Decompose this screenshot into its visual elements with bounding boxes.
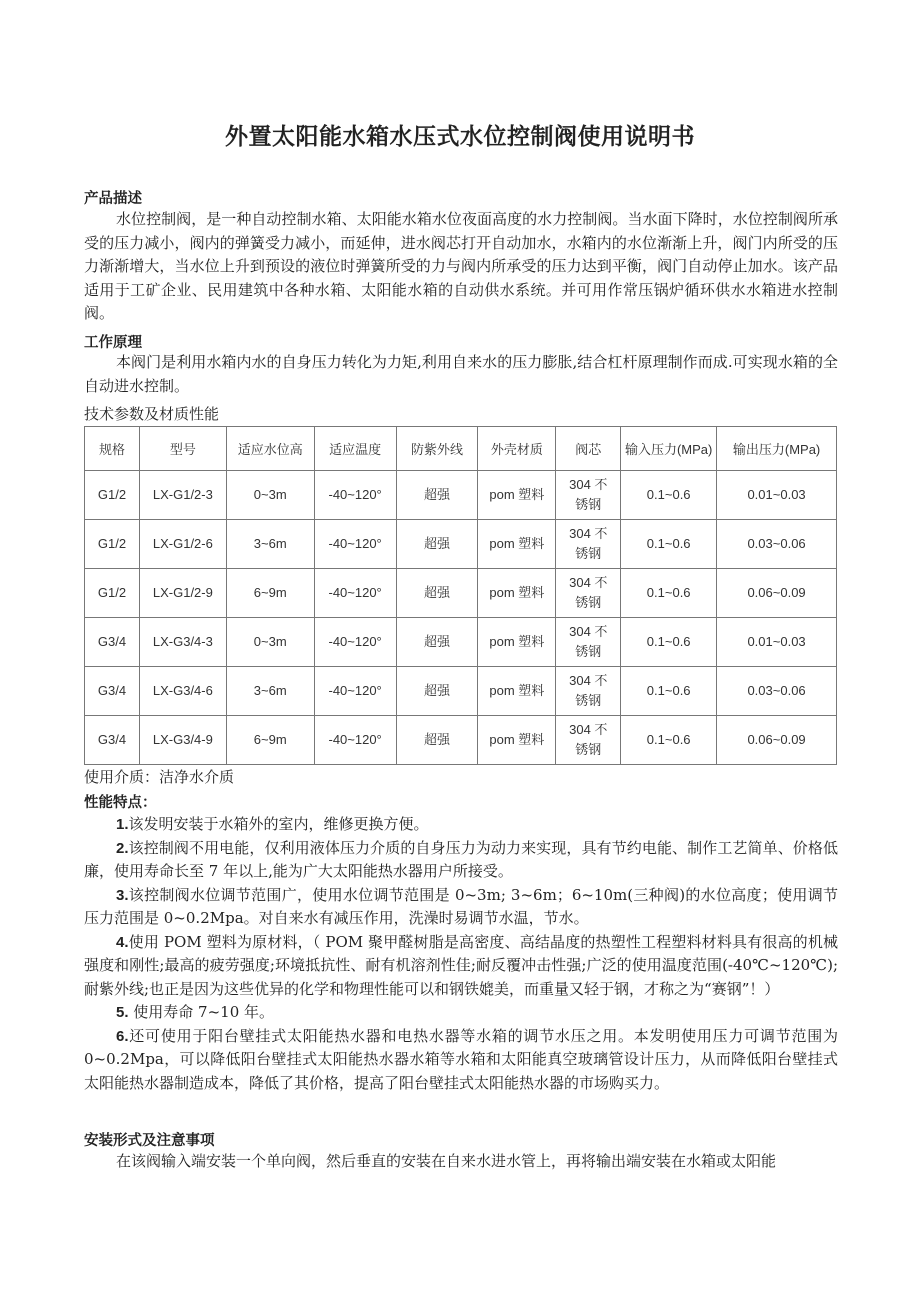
table-cell: 超强 xyxy=(396,667,478,716)
table-row xyxy=(85,716,837,765)
table-cell: 0.1~0.6 xyxy=(621,716,717,765)
table-header-row xyxy=(85,427,837,471)
table-caption: 技术参数及材质性能 xyxy=(84,405,220,423)
product-desc-heading: 产品描述 xyxy=(84,191,142,207)
table-cell: G3/4 xyxy=(85,667,140,716)
table-cell: 超强 xyxy=(396,618,478,667)
table-cell: G3/4 xyxy=(85,618,140,667)
column-header: 防紫外线 xyxy=(396,427,478,471)
table-cell: 304 不锈钢 xyxy=(556,471,621,520)
table-cell: 0.01~0.03 xyxy=(717,618,837,667)
document-title: 外置太阳能水箱水压式水位控制阀使用说明书 xyxy=(225,124,695,150)
table-cell: 0.06~0.09 xyxy=(717,716,837,765)
table-cell: -40~120° xyxy=(314,716,396,765)
table-cell: 超强 xyxy=(396,716,478,765)
principle-body: 本阀门是利用水箱内水的自身压力转化为力矩,利用自来水的压力膨胀,结合杠杆原理制作而成.可实现水箱的全自动进水控制。 xyxy=(84,353,838,395)
column-header: 适应水位高 xyxy=(226,427,314,471)
table-cell: 3~6m xyxy=(226,667,314,716)
feature-num: 4. xyxy=(116,933,129,951)
feature-text: 该控制阀水位调节范围广，使用水位调节范围是 0~3m; 3~6m；6~10m(三种阀)的水位高度；使用调节压力范围是 0~0.2Mpa。对自来水有减压作用，洗澡时易调节水温，节水。 xyxy=(84,885,838,927)
column-header: 规格 xyxy=(85,427,140,471)
column-header: 外壳材质 xyxy=(478,427,556,471)
table-cell: 304 不锈钢 xyxy=(556,569,621,618)
table-cell: 6~9m xyxy=(226,569,314,618)
table-cell: 304 不锈钢 xyxy=(556,716,621,765)
product-desc-body: 水位控制阀，是一种自动控制水箱、太阳能水箱水位夜面高度的水力控制阀。当水面下降时，水位控制阀所承受的压力减小，阀内的弹簧受力减小，而延伸，进水阀芯打开自动加水，水箱内的水位渐渐上升，阀门内所受的压力渐渐增大，当水位上升到预设的液位时弹簧所受的力与阀内所承受的压力达到平衡，阀门自动停止加水。该产品适用于工矿企业、民用建筑中各种水箱、太阳能水箱的自动供水系统。并可用作常压锅炉循环供水水箱进水控制阀。 xyxy=(84,210,838,322)
table-cell: G1/2 xyxy=(85,520,140,569)
table-cell: 0.1~0.6 xyxy=(621,569,717,618)
table-cell: -40~120° xyxy=(314,520,396,569)
principle-heading: 工作原理 xyxy=(84,335,142,351)
feature-text: 该控制阀不用电能，仅利用液体压力介质的自身压力为动力来实现，具有节约电能、制作工艺简单、价格低廉，使用寿命长至 7 年以上,能为广大太阳能热水器用户所接受。 xyxy=(84,838,838,880)
install-body: 在该阀输入端安装一个单向阀，然后垂直的安装在自来水进水管上，再将输出端安装在水箱或太阳能 xyxy=(116,1152,777,1170)
table-cell: 超强 xyxy=(396,569,478,618)
feature-text: 使用 POM 塑料为原材料，（ POM 聚甲醛树脂是高密度、高结晶度的热塑性工程塑料材料具有很高的机械强度和刚性;最高的疲劳强度;环境抵抗性、耐有机溶剂性佳;耐反覆冲击性强;广泛的使用温度范围(-40℃~120℃);耐紫外线;也正是因为这些优异的化学和物理性能可以和钢铁媲美，而重量又轻于钢，才称之为“赛钢”！） xyxy=(84,932,838,998)
table-cell: LX-G1/2-6 xyxy=(139,520,226,569)
table-cell: -40~120° xyxy=(314,569,396,618)
table-cell: LX-G3/4-6 xyxy=(139,667,226,716)
feature-item xyxy=(84,813,838,837)
table-row xyxy=(85,618,837,667)
table-cell: 超强 xyxy=(396,471,478,520)
table-cell: 超强 xyxy=(396,520,478,569)
table-cell: 0.1~0.6 xyxy=(621,471,717,520)
features-heading: 性能特点： xyxy=(84,795,157,811)
feature-item xyxy=(84,1025,838,1096)
feature-num: 2. xyxy=(116,839,129,857)
table-cell: LX-G1/2-3 xyxy=(139,471,226,520)
table-cell: 3~6m xyxy=(226,520,314,569)
install-heading: 安装形式及注意事项 xyxy=(84,1133,215,1149)
table-cell: -40~120° xyxy=(314,667,396,716)
table-cell: 304 不锈钢 xyxy=(556,520,621,569)
table-cell: LX-G3/4-3 xyxy=(139,618,226,667)
feature-text: 该发明安装于水箱外的室内，维修更换方便。 xyxy=(128,815,429,833)
column-header: 输入压力(MPa) xyxy=(621,427,717,471)
column-header: 输出压力(MPa) xyxy=(717,427,837,471)
table-row xyxy=(85,667,837,716)
table-cell: G3/4 xyxy=(85,716,140,765)
table-cell: 304 不锈钢 xyxy=(556,667,621,716)
table-cell: pom 塑料 xyxy=(478,618,556,667)
table-cell: 0.03~0.06 xyxy=(717,520,837,569)
medium-text: 使用介质：洁净水介质 xyxy=(84,768,235,786)
table-cell: 0.01~0.03 xyxy=(717,471,837,520)
table-cell: pom 塑料 xyxy=(478,520,556,569)
table-cell: 0.03~0.06 xyxy=(717,667,837,716)
table-cell: 6~9m xyxy=(226,716,314,765)
table-cell: LX-G1/2-9 xyxy=(139,569,226,618)
column-header: 适应温度 xyxy=(314,427,396,471)
table-cell: 0.06~0.09 xyxy=(717,569,837,618)
table-cell: pom 塑料 xyxy=(478,569,556,618)
table-cell: -40~120° xyxy=(314,471,396,520)
table-cell: -40~120° xyxy=(314,618,396,667)
feature-text: 还可使用于阳台壁挂式太阳能热水器和电热水器等水箱的调节水压之用。本发明使用压力可调节范围为 0~0.2Mpa，可以降低阳台壁挂式太阳能热水器水箱等水箱和太阳能真空玻璃管设计压力，从而降低阳台壁挂式太阳能热水器制造成本，降低了其价格，提高了阳台壁挂式太阳能热水器的市场购买力。 xyxy=(84,1026,838,1092)
feature-num: 5. xyxy=(116,1004,129,1021)
table-cell: 304 不锈钢 xyxy=(556,618,621,667)
feature-text: 使用寿命 7~10 年。 xyxy=(128,1003,275,1021)
table-cell: LX-G3/4-9 xyxy=(139,716,226,765)
table-cell: pom 塑料 xyxy=(478,716,556,765)
feature-num: 1. xyxy=(116,816,129,833)
table-cell: G1/2 xyxy=(85,569,140,618)
table-row xyxy=(85,471,837,520)
features-list xyxy=(84,813,838,1095)
feature-item xyxy=(84,884,838,931)
feature-item xyxy=(84,931,838,1002)
table-cell: 0.1~0.6 xyxy=(621,667,717,716)
table-row xyxy=(85,520,837,569)
feature-item xyxy=(84,1001,838,1025)
table-cell: 0.1~0.6 xyxy=(621,520,717,569)
table-cell: pom 塑料 xyxy=(478,471,556,520)
feature-item xyxy=(84,837,838,884)
feature-num: 3. xyxy=(116,886,129,904)
table-cell: 0~3m xyxy=(226,618,314,667)
table-cell: 0~3m xyxy=(226,471,314,520)
column-header: 阀芯 xyxy=(556,427,621,471)
column-header: 型号 xyxy=(139,427,226,471)
table-row xyxy=(85,569,837,618)
table-cell: G1/2 xyxy=(85,471,140,520)
table-cell: 0.1~0.6 xyxy=(621,618,717,667)
table-cell: pom 塑料 xyxy=(478,667,556,716)
spec-table xyxy=(84,426,837,765)
feature-num: 6. xyxy=(116,1027,129,1045)
